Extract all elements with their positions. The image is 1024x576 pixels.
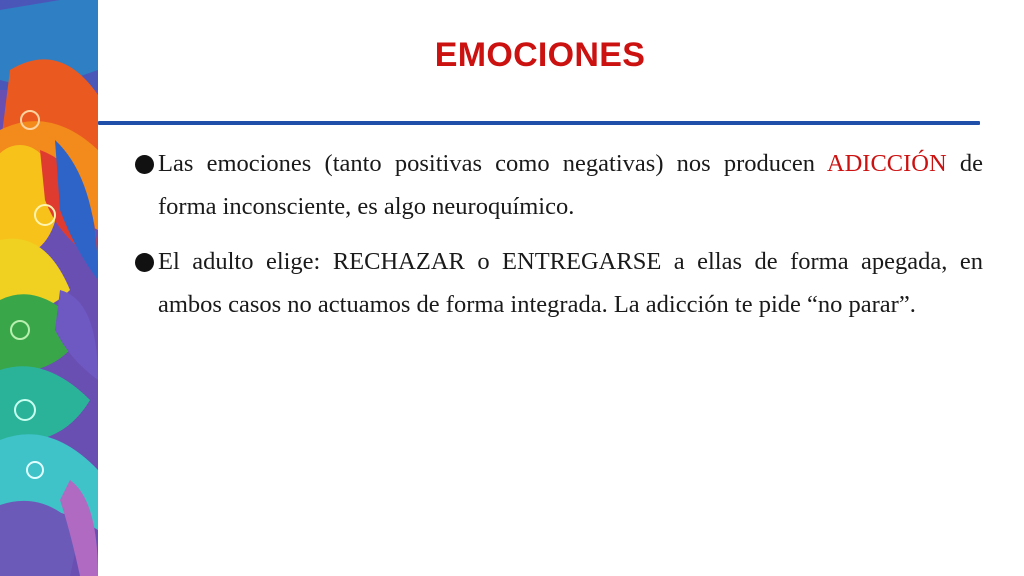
slide-content [133,142,983,338]
bullet-item-adiccion [133,142,983,228]
bullet-text-part1: Las emociones (tanto positivas como negativas) nos producen [158,150,827,177]
bullet-dot-icon [135,155,154,174]
highlighted-word: ADICCIÓN [826,150,947,177]
bullet-dot-icon [135,253,154,272]
title-divider [98,121,980,125]
bullet-text-part2: de forma inconsciente, es algo neuroquímico. [158,150,984,220]
bullet-item-adulto [133,240,983,326]
slide-title: EMOCIONES [434,36,646,74]
bullet-text: El adulto elige: RECHAZAR o ENTREGARSE a ellas de forma apegada, en ambos casos no actuamos de forma integrada. La adicción te pide “no parar”. [158,248,983,318]
mandala-painting-image [0,0,98,576]
